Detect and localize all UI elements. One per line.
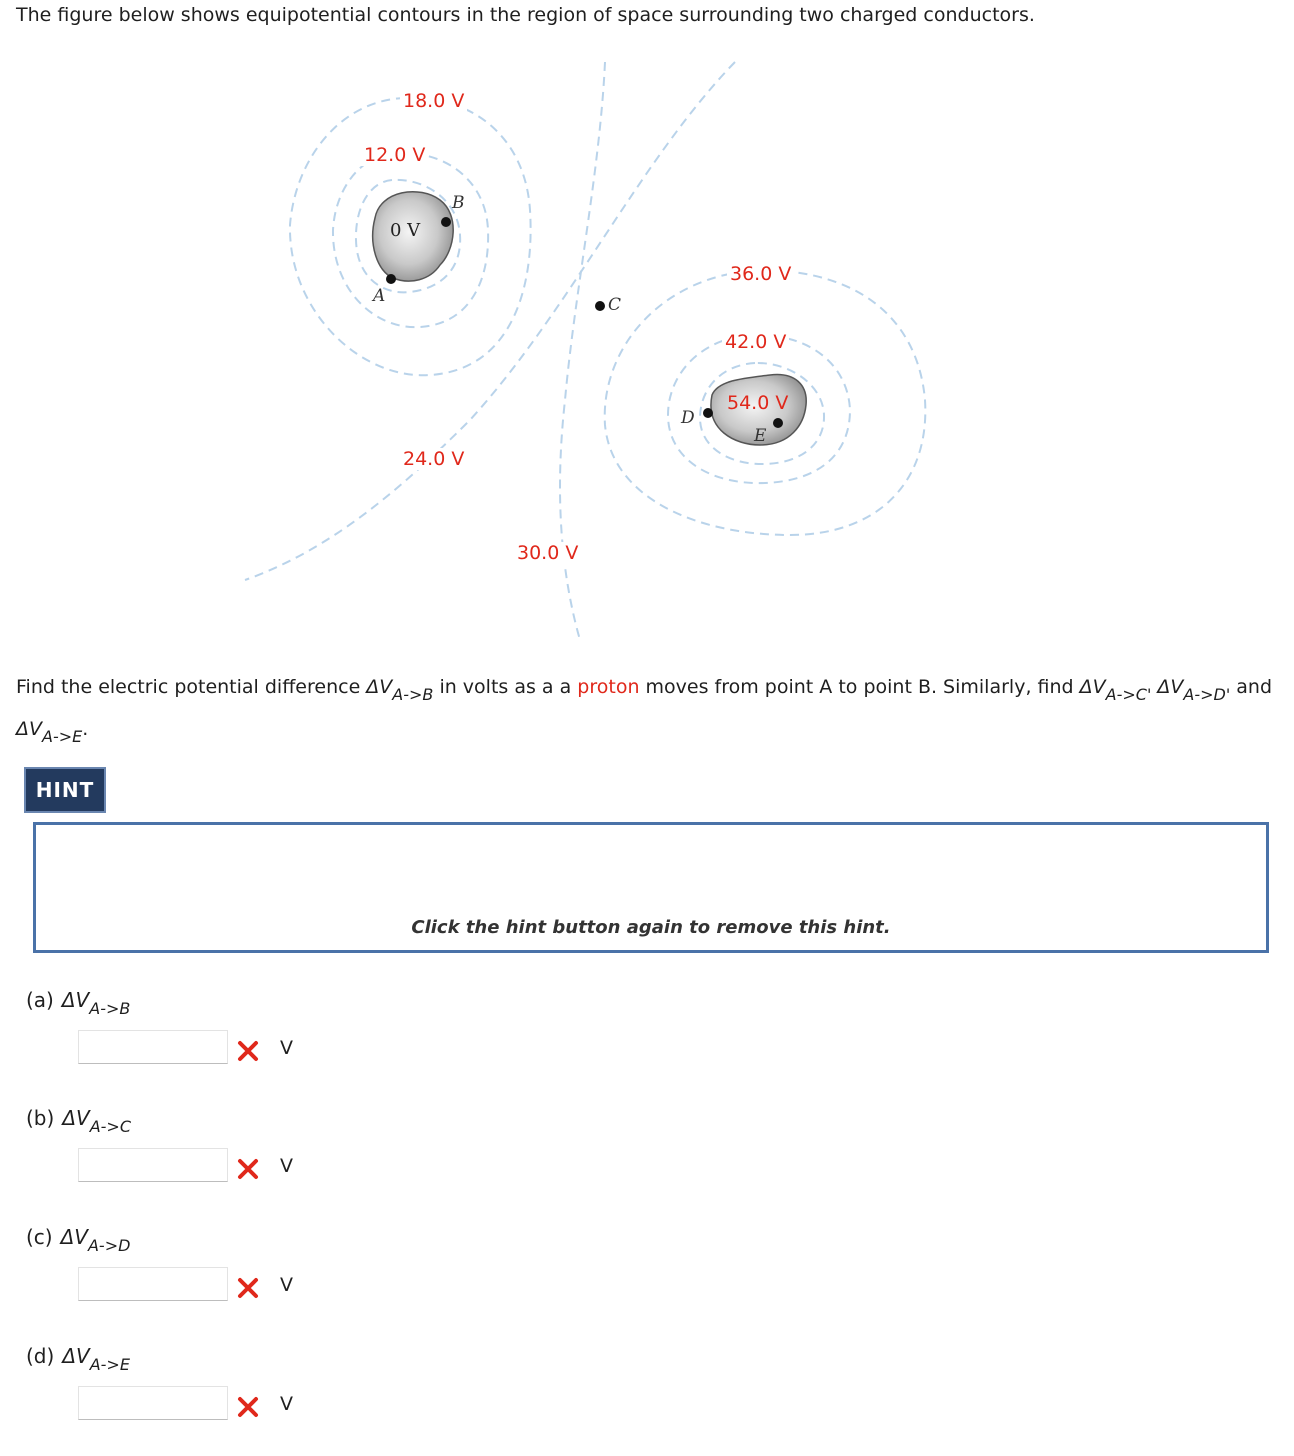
contour-label-54v: 54.0 V <box>727 392 789 414</box>
proton-highlight: proton <box>577 676 640 698</box>
point-d-dot <box>703 408 713 418</box>
part-b-label: (b) $\Delta V_{A->C}$ <box>26 1106 131 1136</box>
answer-input-b[interactable] <box>78 1148 228 1182</box>
point-e-label: E <box>754 426 767 446</box>
contour-label-12v: 12.0 V <box>361 144 428 166</box>
contour-24v <box>245 62 735 580</box>
incorrect-x-icon <box>236 1276 260 1300</box>
contour-label-36v: 36.0 V <box>727 263 794 285</box>
part-d-label: (d) $\Delta V_{A->E}$ <box>26 1344 130 1374</box>
point-a-label: A <box>373 286 386 306</box>
contour-label-24v: 24.0 V <box>400 448 467 470</box>
contour-label-30v: 30.0 V <box>514 542 581 564</box>
hint-remove-text: Click the hint button again to remove this hint. <box>411 917 891 938</box>
conductor-left-label: 0 V <box>390 220 421 241</box>
contour-diagram <box>0 40 1294 660</box>
point-d-label: D <box>681 408 695 428</box>
point-b-dot <box>441 217 451 227</box>
incorrect-x-icon <box>236 1395 260 1419</box>
hint-box <box>33 822 1269 953</box>
intro-text: The figure below shows equipotential contours in the region of space surrounding two charged conductors. <box>16 4 1035 26</box>
part-a-label: (a) $\Delta V_{A->B}$ <box>26 988 131 1018</box>
answer-input-d[interactable] <box>78 1386 228 1420</box>
point-b-label: B <box>452 193 465 213</box>
unit-label-a: V <box>280 1037 293 1059</box>
point-e-dot <box>773 418 783 428</box>
incorrect-x-icon <box>236 1039 260 1063</box>
answer-input-c[interactable] <box>78 1267 228 1301</box>
contour-label-18v: 18.0 V <box>400 90 467 112</box>
part-c-label: (c) $\Delta V_{A->D}$ <box>26 1225 131 1255</box>
unit-label-d: V <box>280 1393 293 1415</box>
unit-label-b: V <box>280 1155 293 1177</box>
hint-button[interactable]: HINT <box>24 767 106 813</box>
equipotential-figure <box>0 40 1294 660</box>
answer-input-a[interactable] <box>78 1030 228 1064</box>
point-a-dot <box>386 274 396 284</box>
point-c-dot <box>595 301 605 311</box>
incorrect-x-icon <box>236 1157 260 1181</box>
point-c-label: C <box>608 295 622 315</box>
contour-label-42v: 42.0 V <box>722 331 789 353</box>
question-text: Find the electric potential difference $\Delta V_{A->B}$ in volts as a a proton moves from point A to point B. Similarly, find $\Delta V_{A->C'}$ $\Delta V_{A->D'}$ and $\Delta V_{A->E}$. <box>16 676 1273 746</box>
unit-label-c: V <box>280 1274 293 1296</box>
